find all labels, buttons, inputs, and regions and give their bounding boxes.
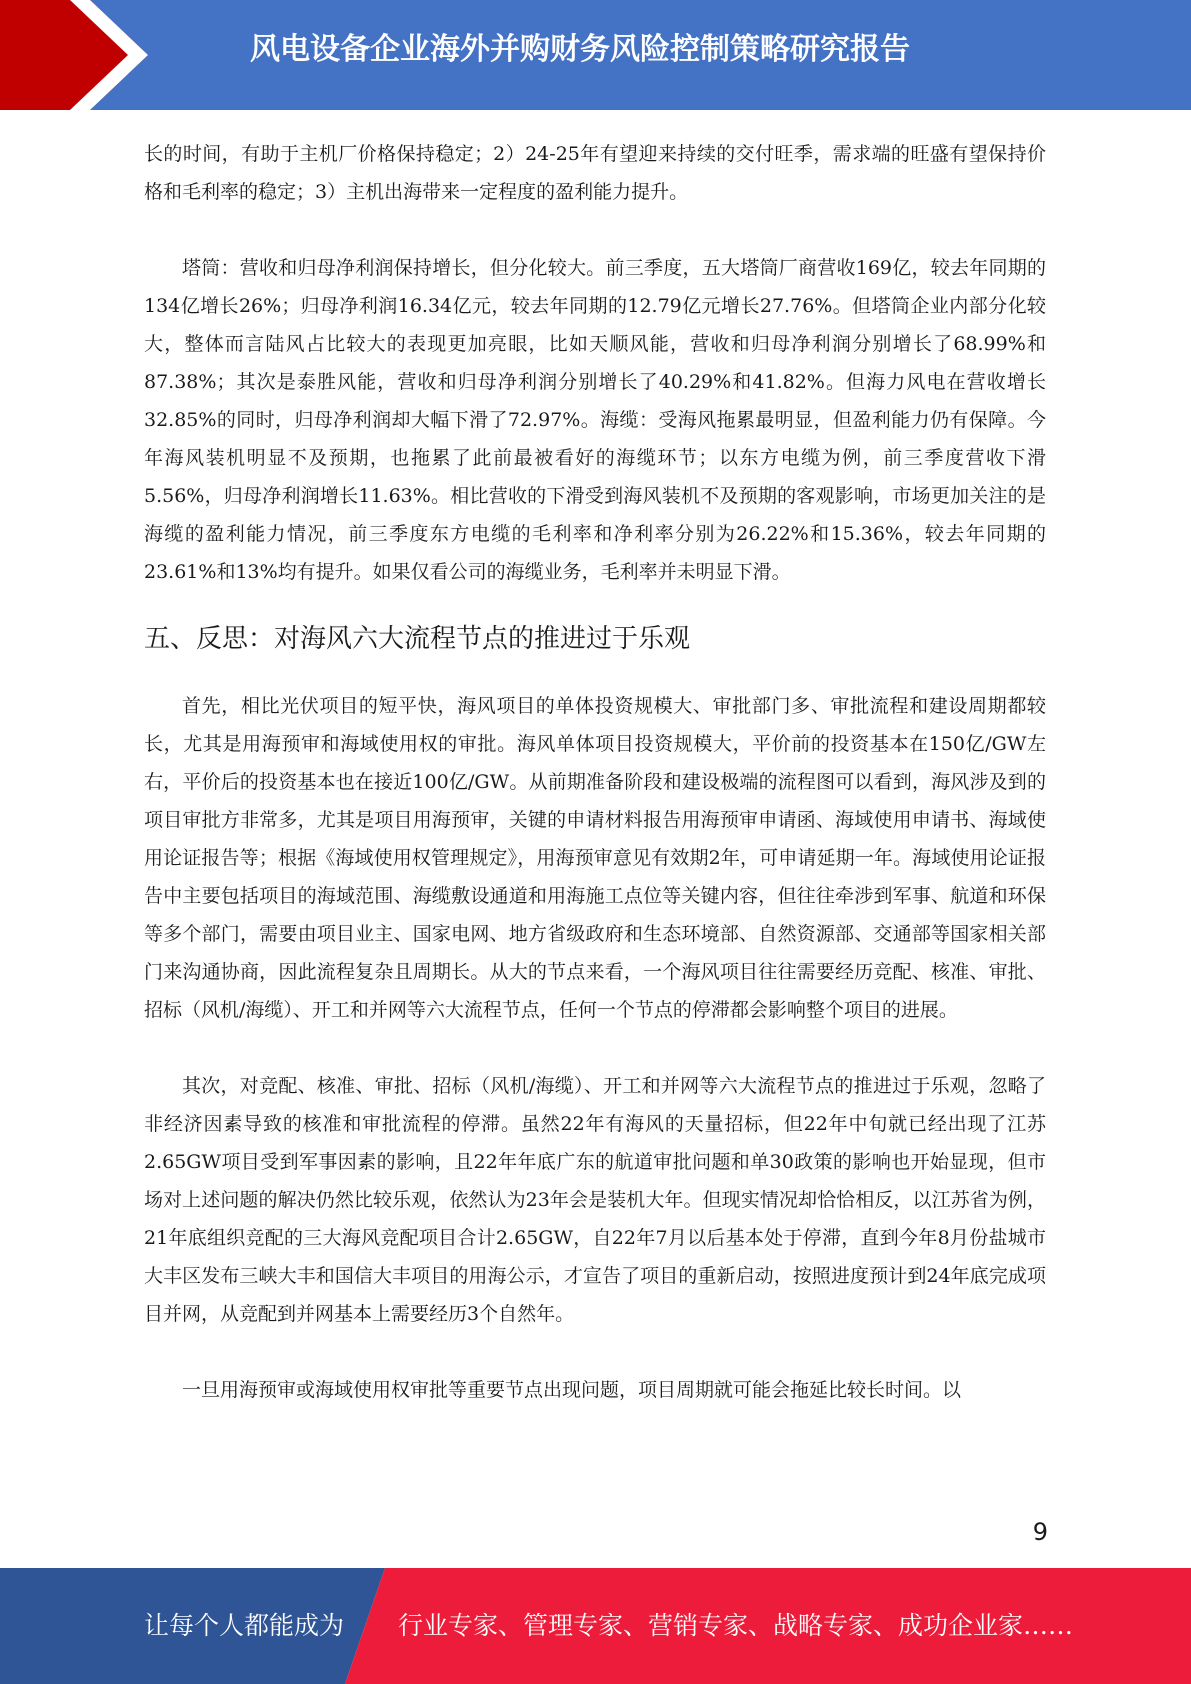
paragraph-first: 首先，相比光伏项目的短平快，海风项目的单体投资规模大、审批部门多、审批流程和建设周期都较长，尤其是用海预审和海域使用权的审批。海风单体项目投资规模大，平价前的投资基本在150亿/GW左右，平价后的投资基本也在接近100亿/GW。从前期准备阶段和建设极端的流程图可以看到，海风涉及到的项目审批方非常多，尤其是项目用海预审，关键的申请材料报告用海预审申请函、海域使用申请书、海域使用论证报告等；根据《海域使用权管理规定》，用海预审意见有效期2年，可申请延期一年。海域使用论证报告中主要包括项目的海域范围、海缆敷设通道和用海施工点位等关键内容，但往往牵涉到军事、航道和环保等多个部门，需要由项目业主、国家电网、地方省级政府和生态环境部、自然资源部、交通部等国家相关部门来沟通协商，因此流程复杂且周期长。从大的节点来看，一个海风项目往往需要经历竞配、核准、审批、招标（风机/海缆）、开工和并网等六大流程节点，任何一个节点的停滞都会影响整个项目的进展。 [144, 695, 1046, 1021]
section-heading: 五、反思：对海风六大流程节点的推进过于乐观 [144, 624, 691, 654]
paragraph-second: 其次，对竞配、核准、审批、招标（风机/海缆）、开工和并网等六大流程节点的推进过于乐观，忽略了非经济因素导致的核准和审批流程的停滞。虽然22年有海风的天量招标，但22年中旬就已经出现了江苏2.65GW项目受到军事因素的影响，且22年年底广东的航道审批问题和单30政策的影响也开始显现，但市场对上述问题的解决仍然比较乐观，依然认为23年会是装机大年。但现实情况却恰恰相反，以江苏省为例，21年底组织竞配的三大海风竞配项目合计2.65GW，自22年7月以后基本处于停滞，直到今年8月份盐城市大丰区发布三峡大丰和国信大丰项目的用海公示，才宣告了项目的重新启动，按照进度预计到24年底完成项目并网，从竞配到并网基本上需要经历3个自然年。 [144, 1075, 1046, 1325]
page-footer [0, 1568, 1191, 1684]
document-body [144, 135, 1046, 1409]
paragraph-continued: 长的时间，有助于主机厂价格保持稳定；2）24-25年有望迎来持续的交付旺季，需求端的旺盛有望保持价格和毛利率的稳定；3）主机出海带来一定程度的盈利能力提升。 [144, 143, 1046, 203]
footer-slogan-right: 行业专家、管理专家、营销专家、战略专家、成功企业家…… [398, 1611, 1074, 1640]
report-title: 风电设备企业海外并购财务风险控制策略研究报告 [250, 32, 910, 67]
paragraph-third: 一旦用海预审或海域使用权审批等重要节点出现问题，项目周期就可能会拖延比较长时间。以 [182, 1379, 962, 1401]
page-number: 9 [1032, 1518, 1048, 1546]
footer-slogan-left: 让每个人都能成为 [144, 1611, 345, 1640]
paragraph-tower-cable: 塔筒：营收和归母净利润保持增长，但分化较大。前三季度，五大塔筒厂商营收169亿，较去年同期的134亿增长26%；归母净利润16.34亿元，较去年同期的12.79亿元增长27.76%。但塔筒企业内部分化较大，整体而言陆风占比较大的表现更加亮眼，比如天顺风能，营收和归母净利润分别增长了68.99%和87.38%；其次是泰胜风能，营收和归母净利润分别增长了40.29%和41.82%。但海力风电在营收增长32.85%的同时，归母净利润却大幅下滑了72.97%。海缆：受海风拖累最明显，但盈利能力仍有保障。今年海风装机明显不及预期，也拖累了此前最被看好的海缆环节；以东方电缆为例，前三季度营收下滑5.56%，归母净利润增长11.63%。相比营收的下滑受到海风装机不及预期的客观影响，市场更加关注的是海缆的盈利能力情况，前三季度东方电缆的毛利率和净利率分别为26.22%和15.36%，较去年同期的23.61%和13%均有提升。如果仅看公司的海缆业务，毛利率并未明显下滑。 [144, 257, 1046, 583]
page-header [0, 0, 1191, 110]
